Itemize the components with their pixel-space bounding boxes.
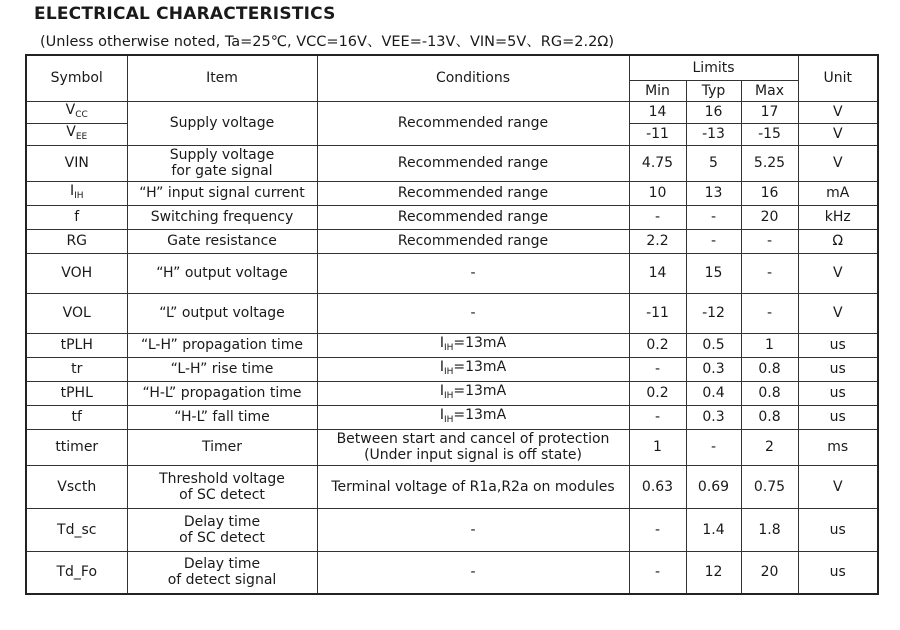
min-cell: -11 bbox=[629, 293, 686, 333]
table-row bbox=[26, 253, 878, 293]
condition-line: - bbox=[470, 305, 476, 321]
characteristics-table bbox=[25, 54, 879, 595]
conditions-cell bbox=[317, 145, 629, 181]
item-line: “L-H” propagation time bbox=[141, 337, 303, 353]
symbol-cell bbox=[26, 101, 127, 123]
symbol-main: V bbox=[66, 123, 76, 140]
symbol-cell bbox=[26, 381, 127, 405]
item-cell bbox=[127, 253, 317, 293]
item-line: “H-L” fall time bbox=[174, 409, 270, 425]
conditions-cell bbox=[317, 333, 629, 357]
table-row bbox=[26, 229, 878, 253]
min-cell: - bbox=[629, 508, 686, 551]
condition-line: - bbox=[470, 564, 476, 581]
conditions-cell bbox=[317, 229, 629, 253]
symbol-cell bbox=[26, 465, 127, 508]
item-cell bbox=[127, 181, 317, 205]
conditions-cell: Recommended range bbox=[317, 101, 629, 145]
table-row bbox=[26, 357, 878, 381]
condition-line: Terminal voltage of R1a,R2a on modules bbox=[331, 478, 615, 495]
max-cell: 0.8 bbox=[741, 405, 798, 429]
typ-cell: 0.4 bbox=[686, 381, 741, 405]
symbol-cell bbox=[26, 429, 127, 465]
typ-cell: 0.3 bbox=[686, 357, 741, 381]
item-line: Threshold voltage bbox=[159, 470, 285, 487]
item-cell bbox=[127, 465, 317, 508]
header-item: Item bbox=[127, 55, 317, 101]
unit-cell: Ω bbox=[798, 229, 878, 253]
conditions-cell bbox=[317, 253, 629, 293]
conditions-cell bbox=[317, 205, 629, 229]
symbol-main: VIN bbox=[64, 155, 89, 171]
item-line: Timer bbox=[201, 439, 243, 455]
typ-cell: 0.5 bbox=[686, 333, 741, 357]
symbol-cell bbox=[26, 145, 127, 181]
item-line: Switching frequency bbox=[150, 209, 294, 225]
item-cell bbox=[127, 145, 317, 181]
item-line: Delay time bbox=[183, 513, 261, 530]
item-line: “L” output voltage bbox=[159, 305, 285, 321]
table-row bbox=[26, 181, 878, 205]
typ-cell: -12 bbox=[686, 293, 741, 333]
typ-cell: 5 bbox=[686, 145, 741, 181]
unit-cell: us bbox=[798, 333, 878, 357]
symbol-cell bbox=[26, 253, 127, 293]
symbol-cell bbox=[26, 508, 127, 551]
condition-tail: =13mA bbox=[453, 406, 507, 423]
symbol-main: tPHL bbox=[60, 385, 93, 401]
unit-cell: us bbox=[798, 405, 878, 429]
unit-cell: us bbox=[798, 508, 878, 551]
table-row bbox=[26, 405, 878, 429]
item-cell bbox=[127, 405, 317, 429]
condition-line: Between start and cancel of protection bbox=[336, 431, 610, 447]
item-cell bbox=[127, 333, 317, 357]
max-cell: 17 bbox=[741, 101, 798, 123]
conditions-cell bbox=[317, 181, 629, 205]
conditions-cell bbox=[317, 381, 629, 405]
condition-line: Recommended range bbox=[397, 155, 549, 171]
typ-cell: - bbox=[686, 205, 741, 229]
unit-cell: mA bbox=[798, 181, 878, 205]
symbol-cell bbox=[26, 333, 127, 357]
symbol-cell bbox=[26, 357, 127, 381]
typ-cell: 16 bbox=[686, 101, 741, 123]
max-cell: - bbox=[741, 229, 798, 253]
page-subtitle: (Unless otherwise noted, Ta=25℃, VCC=16V、VEE=-13V、VIN=5V、RG=2.2Ω) bbox=[40, 34, 615, 50]
item-line: “H” input signal current bbox=[139, 185, 305, 201]
unit-cell: us bbox=[798, 551, 878, 594]
max-cell: 20 bbox=[741, 205, 798, 229]
table-row bbox=[26, 293, 878, 333]
symbol-main: Vscth bbox=[57, 478, 97, 495]
conditions-cell bbox=[317, 357, 629, 381]
item-line-2: for gate signal bbox=[171, 163, 273, 179]
condition-subscript: IH bbox=[443, 366, 454, 377]
symbol-main: Td_Fo bbox=[56, 564, 98, 581]
table-row bbox=[26, 508, 878, 551]
unit-cell: V bbox=[798, 145, 878, 181]
min-cell: 14 bbox=[629, 253, 686, 293]
unit-cell: V bbox=[798, 123, 878, 145]
unit-cell: V bbox=[798, 253, 878, 293]
page-title: ELECTRICAL CHARACTERISTICS bbox=[34, 4, 336, 24]
typ-cell: 0.69 bbox=[686, 465, 741, 508]
item-cell bbox=[127, 381, 317, 405]
max-cell: 0.75 bbox=[741, 465, 798, 508]
min-cell: 1 bbox=[629, 429, 686, 465]
symbol-main: tr bbox=[71, 361, 83, 377]
unit-cell: us bbox=[798, 381, 878, 405]
item-line: “H” output voltage bbox=[156, 265, 288, 281]
condition-line: - bbox=[470, 265, 476, 281]
condition-main: I bbox=[439, 334, 444, 351]
table-row bbox=[26, 205, 878, 229]
item-line: “L-H” rise time bbox=[170, 361, 274, 377]
symbol-main: f bbox=[74, 209, 80, 225]
item-cell bbox=[127, 357, 317, 381]
symbol-cell bbox=[26, 405, 127, 429]
table-body bbox=[26, 101, 878, 594]
symbol-subscript: IH bbox=[74, 190, 84, 201]
symbol-main: tf bbox=[71, 409, 82, 425]
max-cell: 5.25 bbox=[741, 145, 798, 181]
max-cell: 2 bbox=[741, 429, 798, 465]
item-cell bbox=[127, 293, 317, 333]
item-cell bbox=[127, 508, 317, 551]
condition-subscript: IH bbox=[443, 390, 454, 401]
min-cell: 10 bbox=[629, 181, 686, 205]
header-min: Min bbox=[629, 80, 686, 101]
typ-cell: -13 bbox=[686, 123, 741, 145]
item-cell: Supply voltage bbox=[127, 101, 317, 145]
item-cell bbox=[127, 551, 317, 594]
min-cell: - bbox=[629, 205, 686, 229]
max-cell: 20 bbox=[741, 551, 798, 594]
conditions-cell bbox=[317, 465, 629, 508]
item-cell bbox=[127, 429, 317, 465]
table-row bbox=[26, 465, 878, 508]
condition-main: I bbox=[439, 382, 444, 399]
min-cell: 0.2 bbox=[629, 333, 686, 357]
min-cell: - bbox=[629, 551, 686, 594]
table-row bbox=[26, 381, 878, 405]
typ-cell: 0.3 bbox=[686, 405, 741, 429]
symbol-main: VOL bbox=[62, 305, 91, 321]
unit-cell: ms bbox=[798, 429, 878, 465]
typ-cell: - bbox=[686, 429, 741, 465]
header-typ: Typ bbox=[686, 80, 741, 101]
unit-cell: V bbox=[798, 465, 878, 508]
symbol-main: Td_sc bbox=[57, 521, 97, 538]
table-row bbox=[26, 551, 878, 594]
unit-cell: us bbox=[798, 357, 878, 381]
item-line: Gate resistance bbox=[167, 233, 277, 249]
symbol-main: V bbox=[65, 101, 76, 118]
symbol-cell bbox=[26, 181, 127, 205]
min-cell: 4.75 bbox=[629, 145, 686, 181]
max-cell: 1 bbox=[741, 333, 798, 357]
condition-tail: =13mA bbox=[453, 382, 507, 399]
max-cell: 16 bbox=[741, 181, 798, 205]
max-cell: - bbox=[741, 253, 798, 293]
symbol-cell bbox=[26, 551, 127, 594]
condition-subscript: IH bbox=[443, 414, 454, 425]
item-line-2: of detect signal bbox=[167, 572, 277, 589]
symbol-cell bbox=[26, 123, 127, 145]
condition-line-2: (Under input signal is off state) bbox=[364, 447, 582, 463]
symbol-subscript: CC bbox=[75, 109, 88, 120]
table-row bbox=[26, 145, 878, 181]
symbol-main: ttimer bbox=[55, 439, 99, 455]
header-limits: Limits bbox=[629, 55, 798, 80]
unit-cell: V bbox=[798, 293, 878, 333]
header-unit: Unit bbox=[798, 55, 878, 101]
typ-cell: 15 bbox=[686, 253, 741, 293]
condition-subscript: IH bbox=[443, 342, 454, 353]
conditions-cell bbox=[317, 293, 629, 333]
condition-tail: =13mA bbox=[453, 358, 507, 375]
unit-cell: V bbox=[798, 101, 878, 123]
item-line: Supply voltage bbox=[169, 147, 275, 163]
max-cell: 0.8 bbox=[741, 357, 798, 381]
typ-cell: - bbox=[686, 229, 741, 253]
item-line: Delay time bbox=[183, 556, 261, 573]
conditions-cell bbox=[317, 429, 629, 465]
conditions-cell bbox=[317, 405, 629, 429]
table-row bbox=[26, 333, 878, 357]
symbol-cell bbox=[26, 229, 127, 253]
max-cell: 0.8 bbox=[741, 381, 798, 405]
condition-tail: =13mA bbox=[453, 334, 507, 351]
min-cell: 0.63 bbox=[629, 465, 686, 508]
symbol-main: RG bbox=[66, 233, 88, 249]
condition-line: Recommended range bbox=[397, 233, 549, 249]
header-symbol: Symbol bbox=[26, 55, 127, 101]
item-cell bbox=[127, 229, 317, 253]
symbol-cell bbox=[26, 293, 127, 333]
header-max: Max bbox=[741, 80, 798, 101]
min-cell: - bbox=[629, 357, 686, 381]
unit-cell: kHz bbox=[798, 205, 878, 229]
condition-main: I bbox=[439, 358, 444, 375]
symbol-main: tPLH bbox=[60, 337, 93, 353]
min-cell: - bbox=[629, 405, 686, 429]
item-line-2: of SC detect bbox=[179, 529, 265, 546]
symbol-cell bbox=[26, 205, 127, 229]
conditions-cell bbox=[317, 508, 629, 551]
condition-main: I bbox=[439, 406, 444, 423]
symbol-main: VOH bbox=[61, 265, 93, 281]
condition-line: Recommended range bbox=[397, 209, 549, 225]
item-cell bbox=[127, 205, 317, 229]
min-cell: -11 bbox=[629, 123, 686, 145]
conditions-cell bbox=[317, 551, 629, 594]
typ-cell: 12 bbox=[686, 551, 741, 594]
symbol-main: I bbox=[69, 182, 75, 199]
typ-cell: 1.4 bbox=[686, 508, 741, 551]
symbol-subscript: EE bbox=[75, 131, 88, 142]
min-cell: 14 bbox=[629, 101, 686, 123]
min-cell: 0.2 bbox=[629, 381, 686, 405]
item-line-2: of SC detect bbox=[179, 486, 265, 503]
condition-line: Recommended range bbox=[397, 185, 549, 201]
condition-line: - bbox=[470, 521, 476, 538]
item-line: “H-L” propagation time bbox=[142, 385, 302, 401]
max-cell: -15 bbox=[741, 123, 798, 145]
table-row bbox=[26, 101, 878, 123]
max-cell: 1.8 bbox=[741, 508, 798, 551]
header-conditions: Conditions bbox=[317, 55, 629, 101]
typ-cell: 13 bbox=[686, 181, 741, 205]
min-cell: 2.2 bbox=[629, 229, 686, 253]
table-row bbox=[26, 429, 878, 465]
max-cell: - bbox=[741, 293, 798, 333]
